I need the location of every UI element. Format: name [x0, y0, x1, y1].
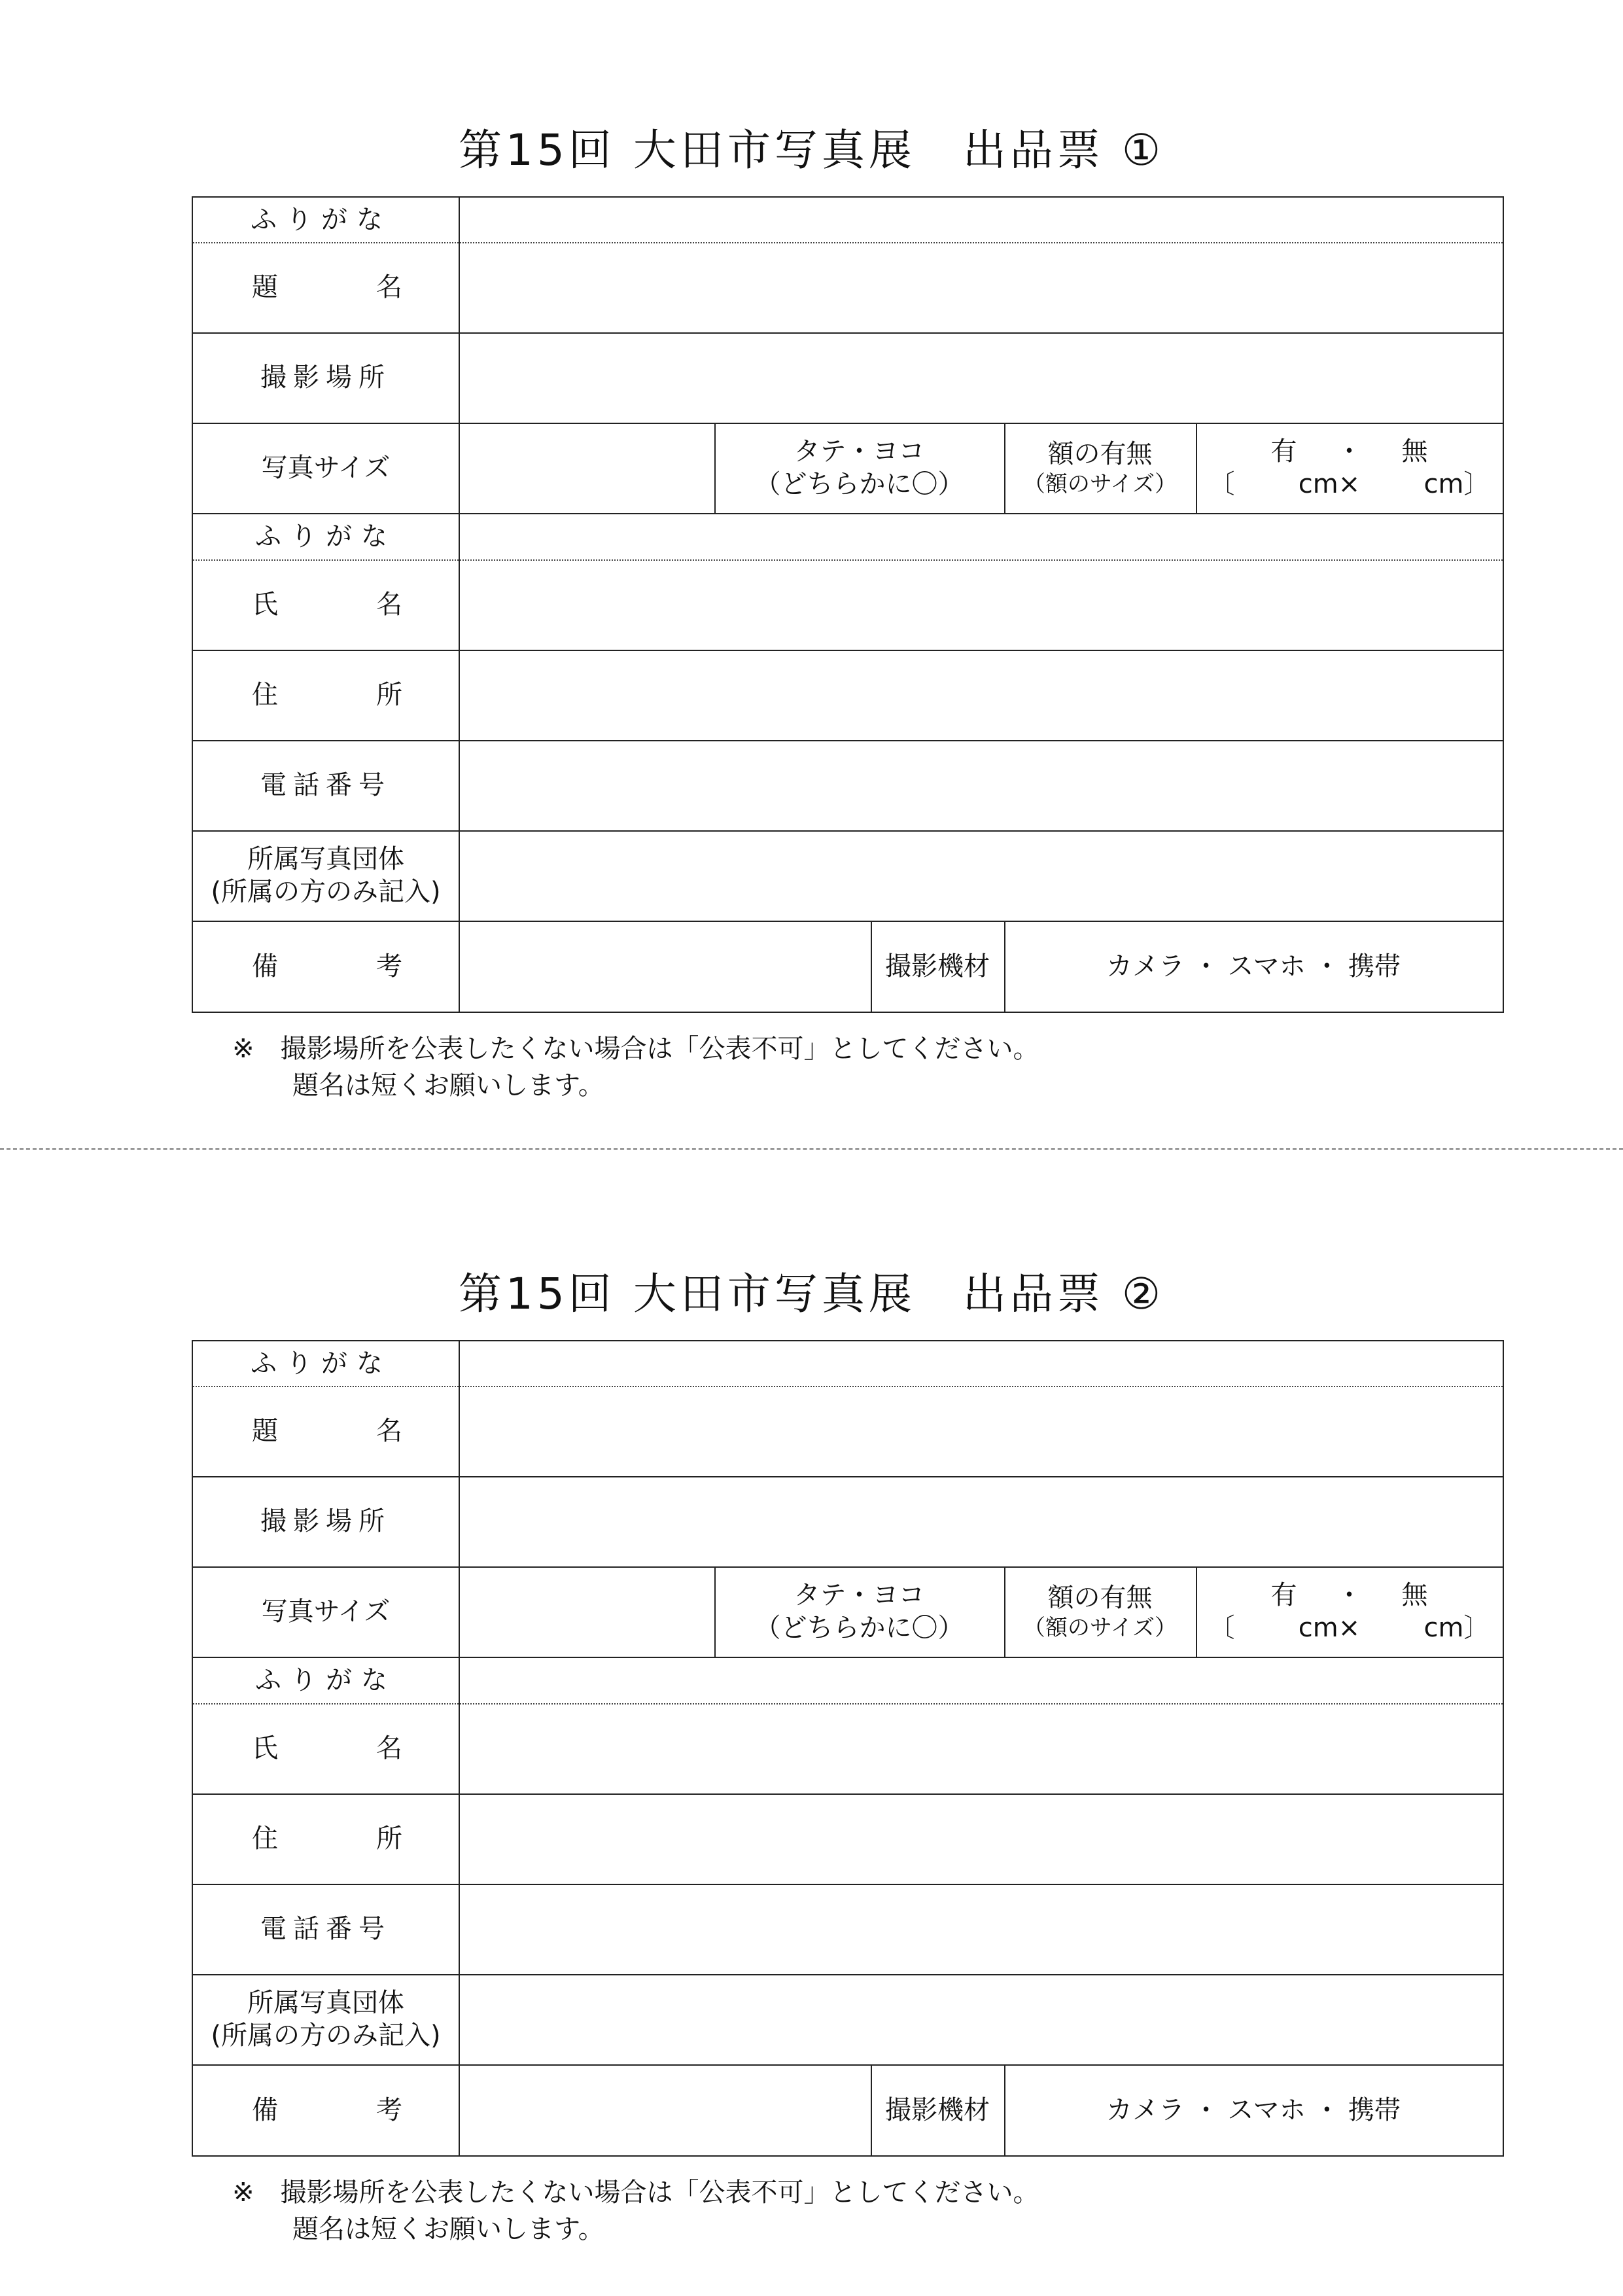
orientation-hint: （どちらかに〇）	[754, 469, 964, 499]
title-label	[252, 1386, 402, 1476]
frame-no: 無	[1401, 436, 1428, 467]
furigana-name-field[interactable]	[460, 514, 1503, 559]
title-label	[252, 242, 402, 332]
note-text: 撮影場所を公表したくない場合は「公表不可」としてください。	[280, 1034, 1039, 1064]
remarks-field[interactable]	[460, 922, 871, 1012]
frame-yes-no	[1271, 435, 1428, 468]
entry-form-2	[0, 1144, 1623, 2256]
photo-size-field[interactable]	[460, 1568, 714, 1657]
frame-dot: ・	[1336, 436, 1363, 467]
orientation-text: タテ・ヨコ	[794, 436, 925, 467]
group-text: 所属写真団体	[247, 844, 404, 874]
entry-table	[192, 196, 1504, 1013]
remarks-field[interactable]	[460, 2066, 871, 2155]
note-mark: ※	[232, 2178, 254, 2208]
orientation-label	[714, 1566, 1004, 1657]
frame-options	[1196, 1566, 1503, 1657]
orientation-label	[714, 423, 1004, 513]
address-label	[252, 1793, 402, 1884]
phone-field[interactable]	[460, 741, 1503, 830]
bracket-open: 〔	[1208, 469, 1235, 499]
furigana-title-field[interactable]	[460, 1341, 1503, 1386]
frame-hint: （額のサイズ）	[1022, 470, 1178, 497]
furigana-name-label: ふりがな	[255, 1665, 396, 1695]
frame-no: 無	[1401, 1580, 1428, 1610]
furigana-title-field[interactable]	[460, 198, 1503, 242]
equipment-label: 撮影機材	[885, 951, 990, 981]
name-field[interactable]	[460, 561, 1503, 650]
equipment-label: 撮影機材	[885, 2094, 990, 2125]
frame-size-blank	[1209, 468, 1490, 501]
form-title: 第15回 大田市写真展 出品票 ②	[458, 1269, 1165, 1319]
frame-label	[1004, 1566, 1196, 1657]
frame-cm-height: cm〕	[1423, 469, 1490, 499]
name-label	[252, 1703, 402, 1793]
label-text: 考	[376, 951, 402, 981]
phone-field[interactable]	[460, 1885, 1503, 1974]
title-field[interactable]	[460, 1387, 1503, 1476]
frame-yes-no	[1271, 1579, 1428, 1612]
label-text: 名	[376, 272, 402, 302]
frame-text: 額の有無	[1047, 438, 1153, 469]
group-hint: (所属の方のみ記入)	[211, 877, 441, 907]
furigana-name-label: ふりがな	[255, 521, 396, 552]
frame-text: 額の有無	[1047, 1582, 1153, 1613]
phone-label: 電話番号	[260, 1914, 391, 1944]
note-text: 撮影場所を公表したくない場合は「公表不可」としてください。	[280, 2178, 1039, 2208]
equipment-options: カメラ ・ スマホ ・ 携帯	[1106, 951, 1401, 981]
name-label	[252, 559, 402, 650]
group-field[interactable]	[460, 832, 1503, 921]
cut-line	[0, 1148, 1623, 1150]
remarks-label	[252, 2064, 402, 2155]
note-mark: ※	[232, 1034, 254, 1064]
label-text: 備	[252, 951, 278, 981]
label-text: 氏	[252, 1733, 278, 1763]
frame-options	[1196, 423, 1503, 513]
address-field[interactable]	[460, 651, 1503, 740]
group-text: 所属写真団体	[247, 1988, 404, 2018]
frame-cm-width: cm×	[1298, 469, 1361, 499]
label-text: 所	[376, 680, 402, 710]
name-field[interactable]	[460, 1704, 1503, 1793]
label-text: 氏	[252, 590, 278, 620]
group-label	[193, 1974, 459, 2064]
remarks-label	[252, 921, 402, 1012]
note-line-2: 題名は短くお願いします。	[292, 1070, 604, 1101]
label-text: 名	[376, 590, 402, 620]
frame-hint: （額のサイズ）	[1022, 1614, 1178, 1641]
photo-size-label: 写真サイズ	[261, 1597, 391, 1627]
location-label: 撮影場所	[260, 362, 391, 393]
label-text: 所	[376, 1824, 402, 1854]
frame-label	[1004, 423, 1196, 513]
orientation-text: タテ・ヨコ	[794, 1580, 925, 1610]
entry-table	[192, 1340, 1504, 2157]
entry-form-1	[0, 0, 1623, 1112]
label-text: 備	[252, 2094, 278, 2125]
photo-size-label: 写真サイズ	[261, 453, 391, 483]
label-text: 住	[252, 680, 278, 710]
group-hint: (所属の方のみ記入)	[211, 2021, 441, 2051]
frame-cm-width: cm×	[1298, 1613, 1361, 1643]
label-text: 題	[252, 272, 278, 302]
label-text: 名	[376, 1733, 402, 1763]
label-text: 考	[376, 2094, 402, 2125]
location-field[interactable]	[460, 1477, 1503, 1566]
location-label: 撮影場所	[260, 1506, 391, 1536]
label-text: 名	[376, 1416, 402, 1446]
frame-yes: 有	[1270, 1580, 1297, 1610]
form-title: 第15回 大田市写真展 出品票 ①	[458, 125, 1165, 175]
equipment-options: カメラ ・ スマホ ・ 携帯	[1106, 2094, 1401, 2125]
address-label	[252, 650, 402, 740]
location-field[interactable]	[460, 334, 1503, 423]
label-text: ふりがな	[251, 1349, 392, 1379]
frame-size-blank	[1209, 1612, 1490, 1644]
address-field[interactable]	[460, 1795, 1503, 1884]
frame-cm-height: cm〕	[1423, 1613, 1490, 1643]
label-text: 住	[252, 1824, 278, 1854]
phone-label: 電話番号	[260, 770, 391, 800]
note-line-1	[232, 2174, 1039, 2211]
frame-dot: ・	[1336, 1580, 1363, 1610]
orientation-hint: （どちらかに〇）	[754, 1613, 964, 1643]
title-field[interactable]	[460, 243, 1503, 332]
group-field[interactable]	[460, 1975, 1503, 2064]
note-line-1	[232, 1031, 1039, 1067]
label-text: ふりがな	[251, 205, 392, 235]
photo-size-field[interactable]	[460, 424, 714, 513]
label-text: 題	[252, 1416, 278, 1446]
frame-yes: 有	[1270, 436, 1297, 467]
furigana-name-field[interactable]	[460, 1658, 1503, 1703]
group-label	[193, 830, 459, 921]
furigana-title-label	[251, 198, 401, 242]
bracket-open: 〔	[1208, 1613, 1235, 1643]
note-line-2: 題名は短くお願いします。	[292, 2214, 604, 2244]
furigana-title-label	[251, 1341, 401, 1386]
